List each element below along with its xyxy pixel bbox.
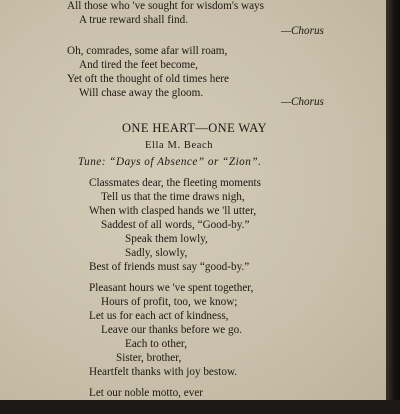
book-spine-shadow: [386, 0, 400, 400]
verse-line: All those who 've sought for wisdom's ways: [67, 0, 265, 12]
chorus-marker: —Chorus: [281, 96, 324, 108]
verse-line: Heartfelt thanks with joy bestow.: [89, 366, 238, 378]
verse-line: When with clasped hands we 'll utter,: [89, 205, 257, 217]
verse-line: Yet oft the thought of old times here: [67, 73, 229, 85]
verse-line: Best of friends must say “good-by.”: [89, 261, 250, 273]
song-tune: Tune: “Days of Absence” or “Zion”.: [78, 156, 262, 168]
verse-line: A true reward shall find.: [79, 14, 189, 26]
verse-line: Let our noble motto, ever: [89, 387, 204, 399]
verse-line: Tell us that the time draws nigh,: [101, 191, 245, 203]
verse-line: Each to other,: [125, 338, 187, 350]
chorus-marker: —Chorus: [281, 25, 324, 37]
verse-line: Oh, comrades, some afar will roam,: [67, 45, 228, 57]
verse-line: Be our bright and guiding star: [101, 401, 236, 413]
verse-line: Hours of profit, too, we know;: [101, 296, 238, 308]
verse-line: Sadly, slowly,: [125, 247, 188, 259]
verse-line: Sister, brother,: [116, 352, 182, 364]
verse-line: Speak them lowly,: [125, 233, 208, 245]
verse-line: Pleasant hours we 've spent together,: [89, 282, 254, 294]
verse-line: Classmates dear, the fleeting moments: [89, 177, 261, 189]
verse-line: Will chase away the gloom.: [79, 87, 204, 99]
song-author: Ella M. Beach: [145, 140, 214, 151]
verse-line: Saddest of all words, “Good-by.”: [101, 219, 250, 231]
verse-line: Let us for each act of kindness,: [89, 310, 229, 322]
verse-line: And tired the feet become,: [79, 59, 198, 71]
song-title: ONE HEART—ONE WAY: [122, 121, 267, 135]
verse-line: Leave our thanks before we go.: [101, 324, 243, 336]
